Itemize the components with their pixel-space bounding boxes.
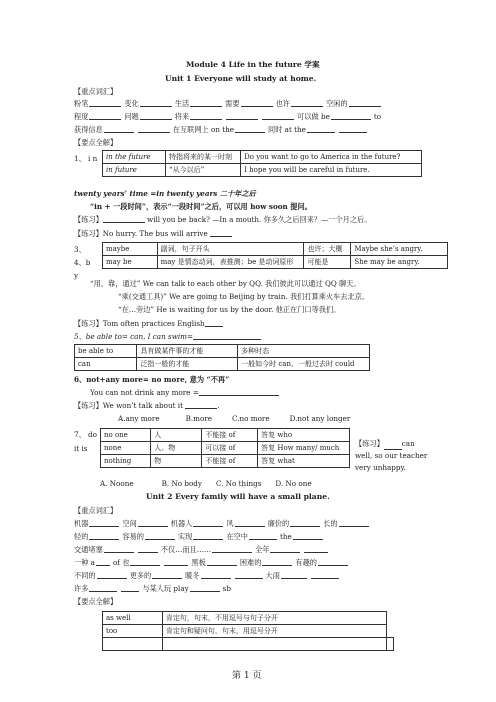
table-cell: 多种时态: [238, 345, 370, 358]
vocab-label: 需要: [225, 99, 240, 108]
vocab-blank[interactable]: [339, 126, 367, 133]
vocab-blank[interactable]: [212, 546, 252, 553]
table-cell: She may be angry.: [351, 256, 448, 269]
table-cell: 副词，句子开头: [157, 243, 304, 256]
vocab-label: 粉笔: [74, 99, 89, 108]
vocab-label: 不同的: [74, 571, 96, 580]
vocab-blank[interactable]: [145, 533, 175, 540]
vocab-label: of 也: [112, 558, 130, 567]
vocab-row-5: [74, 533, 326, 540]
vocab-label: 困难的: [239, 558, 262, 567]
vocab-blank[interactable]: [140, 100, 172, 107]
table-cell: 特指将来的某一时刻: [166, 151, 241, 164]
vocab-label: 有趣的: [295, 558, 317, 567]
table-cell: in the future: [103, 151, 166, 164]
vocab-blank[interactable]: [249, 533, 277, 540]
vocab-blank[interactable]: [89, 100, 121, 107]
table-cell: I hope you will be careful in future.: [241, 164, 422, 177]
table-cell: 人、物: [151, 442, 202, 455]
table-row: [103, 151, 422, 164]
table-row: [103, 164, 422, 177]
vocab-label: 机器人: [170, 519, 193, 528]
vocab-blank[interactable]: [121, 585, 139, 592]
vocab-blank[interactable]: [190, 100, 222, 107]
vocab-row-7: [74, 559, 351, 566]
vocab-header-2: 【重点词汇】: [74, 506, 118, 515]
table-cell: 也许；大概: [304, 243, 351, 256]
vocab-blank[interactable]: [164, 559, 188, 566]
vocab-blank[interactable]: [307, 126, 335, 133]
vocab-label: 风: [226, 519, 234, 528]
page-title: Module 4 Life in the future 学案: [186, 60, 320, 69]
vocab-blank[interactable]: [281, 572, 307, 579]
table-cell: can: [75, 358, 137, 371]
vocab-label: 实现: [177, 532, 193, 541]
vocab-blank[interactable]: [138, 126, 170, 133]
vocab-label: 廉价的: [267, 519, 290, 528]
vocab-label: 暖冬: [185, 571, 200, 580]
vocab-blank[interactable]: [89, 533, 119, 540]
table-cell: be able to: [75, 345, 137, 358]
exercise-2: 【练习】No hurry. The bus will arrive: [74, 230, 232, 237]
vocab-blank[interactable]: [241, 100, 273, 107]
vocab-blank[interactable]: [130, 559, 160, 566]
vocab-label: 机器: [74, 519, 89, 528]
options-1: A.any more B.more C.no more D.not any longer: [118, 414, 351, 423]
vocab-blank[interactable]: [331, 113, 371, 120]
table-cell: 可能是: [304, 256, 351, 269]
vocab-blank[interactable]: [190, 585, 220, 592]
table-cell: [162, 638, 386, 651]
point-7-number: 7、 do it is: [74, 430, 97, 453]
table-row: [103, 625, 394, 638]
table-maybe: [102, 242, 448, 269]
vocab-label: 生活: [174, 99, 190, 108]
vocab-label: 交通堵塞: [74, 545, 103, 554]
page-footer: 第 1 页: [232, 671, 262, 681]
table-cell: 答复 who: [258, 429, 350, 442]
exercise-5: 【练习】 can well, so our teacher very unhappy.: [355, 439, 428, 472]
vocab-blank[interactable]: [226, 113, 258, 120]
vocab-row-6: [74, 546, 331, 553]
vocab-label: 获得信息: [74, 125, 103, 134]
vocab-label: 轻的: [74, 532, 89, 541]
vocab-label: 在空中: [226, 532, 248, 541]
vocab-blank[interactable]: [89, 113, 121, 120]
table-cell: may 是情态动词，表推测；be 是动词原形: [157, 256, 304, 269]
vocab-blank[interactable]: [293, 533, 323, 540]
vocab-blank[interactable]: [193, 520, 223, 527]
vocab-row-9: [74, 585, 231, 592]
table-row: [75, 345, 370, 358]
vocab-row-2: [74, 113, 381, 120]
table-cell: nothing: [101, 455, 151, 468]
vocab-label: 许多: [74, 584, 89, 593]
vocab-row-8: [74, 572, 342, 579]
vocab-blank[interactable]: [311, 572, 339, 579]
vocab-blank[interactable]: [339, 520, 369, 527]
table-cell: 物: [151, 455, 202, 468]
by-line-3: “在…旁边” He is waiting for us by the door. 他正在门口等我们。: [118, 305, 341, 314]
vocab-blank[interactable]: [152, 572, 182, 579]
table-cell: “从今以后”: [166, 164, 241, 177]
vocab-blank[interactable]: [140, 113, 172, 120]
line-in-time: “in + 一段时间”，表示“一段时间”之后，可以用 how soon 提问。: [90, 202, 312, 211]
table-row: [103, 256, 448, 269]
line-twenty-years: twenty years’ time =in twenty years 二十年之后: [74, 189, 256, 198]
vocab-label: 与某人玩 play: [142, 584, 189, 593]
vocab-blank[interactable]: [235, 126, 265, 133]
table-row: [101, 429, 350, 442]
table-cell: 可以接 of: [202, 442, 258, 455]
vocab-label: sb: [222, 584, 231, 593]
table-row: [75, 358, 370, 371]
table-cell: 答复 what: [258, 455, 350, 468]
vocab-label: 同时 at the: [268, 125, 306, 134]
vocab-label: 更多的: [129, 571, 152, 580]
point-1-number: 1、 i n: [74, 154, 98, 163]
vocab-blank[interactable]: [96, 559, 110, 566]
point-5: 5、be able to= can, I can swim=: [74, 333, 261, 340]
vocab-blank[interactable]: [262, 559, 292, 566]
vocab-blank[interactable]: [138, 546, 158, 553]
table-row: [101, 455, 350, 468]
table-in-future: [102, 150, 422, 177]
vocab-label: 全年: [255, 545, 270, 554]
unit1-title: Unit 1 Everyone will study at home.: [165, 74, 317, 83]
point-6-example: You can not drink any more =: [90, 389, 279, 396]
table-cell: 肯定句，句末，不用逗号与句子分开: [162, 612, 386, 625]
table-row: [103, 612, 394, 625]
table-cell: Maybe she’s angry.: [351, 243, 448, 256]
table-cell: 肯定句和疑问句，句末，用逗号分开: [162, 625, 386, 638]
vocab-blank[interactable]: [201, 572, 231, 579]
exercise-3: 【练习】Tom often practices English: [74, 320, 223, 327]
table-row: [103, 243, 448, 256]
vocab-label: 长的: [323, 519, 338, 528]
table-cell: too: [103, 625, 163, 638]
vocab-row-1: [74, 100, 384, 107]
table-cell: [103, 638, 163, 651]
vocab-label: to: [373, 112, 382, 121]
table-row: [101, 442, 350, 455]
unit2-title: Unit 2 Every family will have a small plane.: [146, 492, 330, 501]
vocab-label: 程度: [74, 112, 89, 121]
vocab-blank[interactable]: [270, 546, 300, 553]
vocab-label: 在互联网上 on the: [172, 125, 235, 134]
vocab-row-3: [74, 126, 370, 133]
point-3-number: 3、4、b y: [74, 245, 91, 280]
vocab-label: 将来: [174, 112, 190, 121]
vocab-blank[interactable]: [262, 113, 294, 120]
table-cell: may be: [103, 256, 158, 269]
vocab-blank[interactable]: [138, 520, 168, 527]
vocab-blank[interactable]: [290, 520, 320, 527]
options-2: A. Noone B. No body C. No things D. No one: [100, 479, 312, 488]
vocab-label: 问题: [124, 112, 139, 121]
vocab-row-4: [74, 520, 372, 527]
vocab-blank[interactable]: [318, 559, 348, 566]
vocab-blank[interactable]: [104, 546, 134, 553]
vocab-blank[interactable]: [190, 113, 222, 120]
table-cell: 一般如今时 can、一般过去时 could: [238, 358, 370, 371]
vocab-label: 大雨: [265, 571, 280, 580]
vocab-blank[interactable]: [235, 520, 265, 527]
table-cell: 不能接 of: [202, 455, 258, 468]
table-cell: Do you want to go to America in the future?: [241, 151, 422, 164]
point-6: 6、not+any more= no more, 意为 “不再”: [74, 375, 230, 384]
vocab-blank[interactable]: [207, 559, 237, 566]
table-row: [103, 638, 394, 651]
table-cell: 泛指一般的才能: [137, 358, 238, 371]
vocab-label: 也许: [275, 99, 290, 108]
table-cell: in future: [103, 164, 166, 177]
table-as-well: [102, 611, 394, 651]
by-line-2: “乘(交通工具)” We are going to Beijing by train. 我们打算乘火车去北京。: [118, 292, 370, 301]
vocab-label: 变化: [124, 99, 139, 108]
vocab-blank[interactable]: [104, 126, 134, 133]
vocab-blank[interactable]: [235, 572, 263, 579]
points-header: 【要点全解】: [74, 138, 118, 147]
vocab-blank[interactable]: [349, 100, 381, 107]
table-cell: none: [101, 442, 151, 455]
vocab-label: 黑板: [191, 558, 206, 567]
exercise-4: 【练习】We won’t talk about it .: [74, 401, 220, 410]
vocab-blank[interactable]: [89, 585, 117, 592]
vocab-label: 空间: [122, 519, 137, 528]
vocab-label: 空闲的: [325, 99, 348, 108]
table-cell: [387, 638, 394, 651]
table-cell: as well: [103, 612, 163, 625]
table-no-one: [100, 428, 350, 468]
vocab-label: 不仅…而且……: [160, 545, 212, 554]
table-cell: 不能接 of: [202, 429, 258, 442]
vocab-label: 可以做 be: [297, 112, 330, 121]
vocab-label: the: [279, 532, 292, 541]
table-cell: no one: [101, 429, 151, 442]
table-cell: maybe: [103, 243, 158, 256]
vocab-header: 【重点词汇】: [74, 87, 118, 96]
vocab-blank[interactable]: [304, 546, 328, 553]
vocab-blank[interactable]: [89, 520, 119, 527]
points-header-2: 【要点全解】: [74, 597, 118, 606]
vocab-label: 容易的: [122, 532, 144, 541]
exercise-1: 【练习】 will you be back? —In a mouth. 你多久之后回来？—一个月之后。: [74, 215, 372, 224]
by-line-1: “用，靠，通过” We can talk to each other by QQ. 我们彼此可以通过 QQ 聊天。: [90, 279, 361, 288]
vocab-label: 一种 a: [74, 558, 95, 567]
vocab-blank[interactable]: [193, 533, 223, 540]
table-cell: 答复 How many/ much: [258, 442, 350, 455]
table-cell: 具有做某件事的才能: [137, 345, 238, 358]
table-cell: 人: [151, 429, 202, 442]
vocab-blank[interactable]: [291, 100, 323, 107]
table-be-able-to: [74, 344, 370, 371]
vocab-blank[interactable]: [97, 572, 127, 579]
